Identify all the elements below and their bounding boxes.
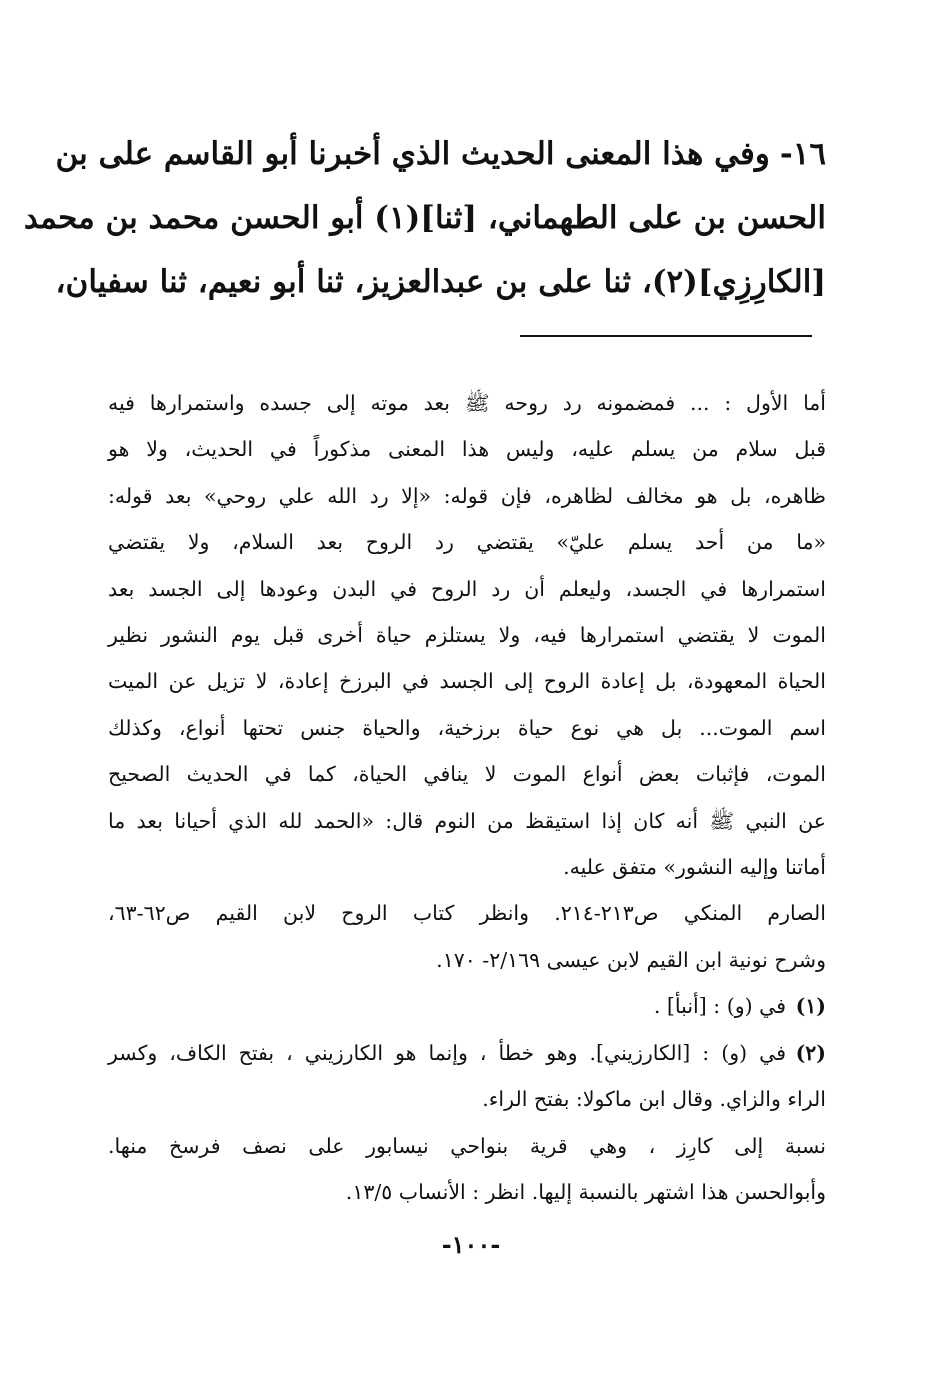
commentary-line: الحياة المعهودة، بل إعادة الروح إلى الجسد في البرزخ إعادة، لا تزيل عن الميت xyxy=(108,669,826,694)
commentary-line: أماتنا وإليه النشور» متفق عليه. xyxy=(563,855,826,880)
hadith-line: [الكارِزِي](٢)، ثنا على بن عبدالعزيز، ثنا أبو نعيم، ثنا سفيان، xyxy=(55,264,826,300)
commentary-line: عن النبي ﷺ أنه كان إذا استيقظ من النوم قال: «الحمد لله الذي أحيانا بعد ما xyxy=(108,808,826,833)
commentary-line: استمرارها في الجسد، وليعلم أن رد الروح في البدن وعودها إلى الجسد بعد xyxy=(108,576,826,601)
footnote-text: في (و) : [أنبأ] . xyxy=(653,994,786,1019)
footnote-marker: (٢) xyxy=(795,1040,826,1065)
footnote-2 xyxy=(108,1030,826,1216)
hadith-number: ١٦- xyxy=(779,136,826,172)
reference-line: وشرح نونية ابن القيم لابن عيسى ٢/١٦٩- ١٧٠. xyxy=(436,947,826,972)
commentary-line: الموت لا يقتضي استمرارها فيه، ولا يستلزم حياة أخرى قبل يوم النشور نظير xyxy=(108,623,826,648)
hadith-line: الحسن بن على الطهماني، [ثنا](١) أبو الحسن محمد بن محمد xyxy=(23,200,826,236)
footnote-line: (٢)في (و) : [الكارزيني]. وهو خطأ ، وإنما هو الكارزيني ، بفتح الكاف، وكسر xyxy=(108,1030,826,1076)
footnote-line: نسبة إلى كارِز ، وهي قرية بنواحي نيسابور على نصف فرسخ منها. xyxy=(108,1133,826,1158)
footnote-marker: (١) xyxy=(795,994,826,1019)
reference-block xyxy=(108,890,826,983)
footnote-line: وأبوالحسن هذا اشتهر بالنسبة إليها. انظر : الأنساب ١٣/٥. xyxy=(345,1179,826,1204)
commentary-line: اسم الموت... بل هي نوع حياة برزخية، والحياة جنس تحتها أنواع، وكذلك xyxy=(108,715,826,740)
footnote-separator xyxy=(520,335,812,337)
hadith-text xyxy=(23,122,826,314)
reference-line: الصارم المنكي ص٢١٣-٢١٤. وانظر كتاب الروح لابن القيم ص٦٢-٦٣، xyxy=(108,901,826,926)
footnote-line: الراء والزاي. وقال ابن ماكولا: بفتح الراء. xyxy=(482,1087,826,1112)
commentary-line: ظاهره، بل هو مخالف لظاهره، فإن قوله: «إلا رد الله علي روحي» بعد قوله: xyxy=(108,483,826,508)
hadith-line: ١٦-وفي هذا المعنى الحديث الذي أخبرنا أبو القاسم على بن xyxy=(55,136,826,172)
footnotes-section xyxy=(108,380,826,1215)
commentary-line: قبل سلام من يسلم عليه، وليس هذا المعنى مذكوراً في الحديث، ولا هو xyxy=(108,437,826,462)
commentary-line: الموت، فإثبات بعض أنواع الموت لا ينافي الحياة، كما في الحديث الصحيح xyxy=(108,762,826,787)
commentary-line: «ما من أحد يسلم عليّ» يقتضي رد الروح بعد السلام، ولا يقتضي xyxy=(108,530,826,555)
commentary-block xyxy=(108,380,826,890)
page-number: -١٠٠- xyxy=(441,1230,501,1259)
footnote-1 xyxy=(108,983,826,1029)
commentary-line: أما الأول : ... فمضمونه رد روحه ﷺ بعد موته إلى جسده واستمرارها فيه xyxy=(108,391,826,415)
